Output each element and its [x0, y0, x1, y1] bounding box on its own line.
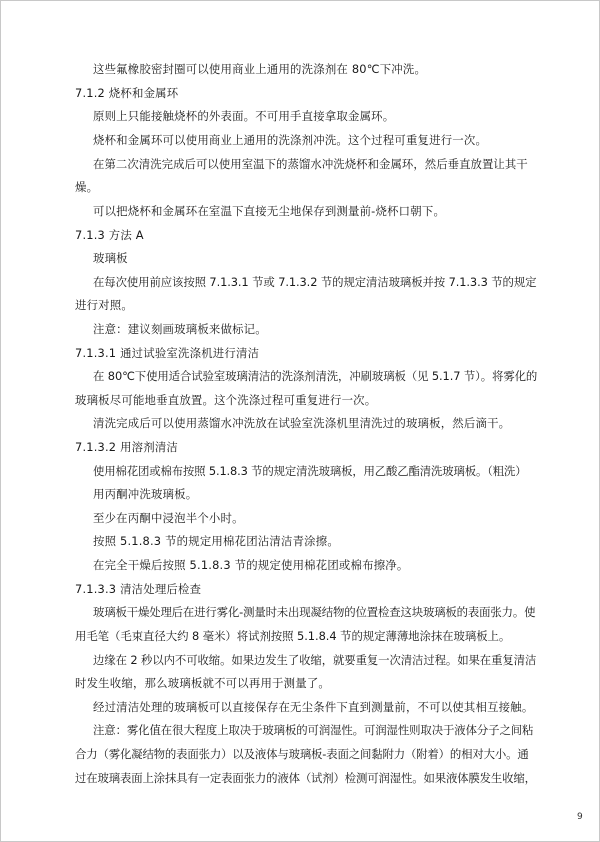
text-line: 边缘在 2 秒以内不可收缩。如果边发生了收缩，就要重复一次清洁过程。如果在重复清洁	[93, 653, 537, 667]
text-line: 可以把烧杯和金属环在室温下直接无尘地保存到测量前-烧杯口朝下。	[93, 204, 446, 218]
text-line: 时发生收缩，那么玻璃板就不可以再用于测量了。	[75, 676, 330, 690]
section-heading: 7.1.3.1 通过试验室洗涤机进行清洁	[75, 346, 260, 360]
text-line: 至少在丙酮中浸泡半个小时。	[93, 511, 244, 525]
text-line: 经过清洁处理的玻璃板可以直接保存在无尘条件下直到测量前，不可以使其相互接触。	[93, 700, 534, 714]
text-line: 用毛笔（毛束直径大约 8 毫米）将试剂按照 5.1.8.4 节的规定薄薄地涂抹在玻璃板上。	[75, 629, 511, 643]
text-line: 这些氟橡胶密封圈可以使用商业上通用的洗涤剂在 80℃下冲洗。	[93, 62, 427, 76]
text-line: 玻璃板	[93, 251, 128, 265]
text-line: 使用棉花团或棉布按照 5.1.8.3 节的规定清洗玻璃板，用乙酸乙酯清洗玻璃板。（粗洗）	[93, 464, 527, 478]
section-heading: 7.1.3.2 用溶剂清洁	[75, 440, 179, 454]
page-number: 9	[577, 812, 583, 822]
text-line: 过在玻璃表面上涂抹具有一定表面张力的液体（试剂）检测可润湿性。如果液体膜发生收缩，	[75, 771, 536, 785]
text-line: 玻璃板干燥处理后在进行雾化-测量时未出现凝结物的位置检查这块玻璃板的表面张力。使	[93, 605, 536, 619]
text-line: 按照 5.1.8.3 节的规定用棉花团沾清洁青涂擦。	[93, 534, 339, 548]
text-line: 原则上只能接触烧杯的外表面。不可用手直接拿取金属环。	[93, 109, 395, 123]
note-line: 注意：雾化值在很大程度上取决于玻璃板的可润湿性。可润湿性则取决于液体分子之间粘	[93, 723, 534, 737]
note-line: 注意：建议刻画玻璃板来做标记。	[93, 322, 267, 336]
text-line: 在完全干燥后按照 5.1.8.3 节的规定使用棉花团或棉布擦净。	[93, 558, 409, 572]
text-line: 在每次使用前应该按照 7.1.3.1 节或 7.1.3.2 节的规定清洁玻璃板并按 7.1.3.3 节的规定	[93, 275, 537, 289]
text-line: 燥。	[75, 180, 99, 194]
text-line: 在 80℃下使用适合试验室玻璃清洁的洗涤剂清洗，冲刷玻璃板（见 5.1.7 节）。将雾化的	[93, 369, 538, 383]
text-line: 玻璃板尽可能地垂直放置。这个洗涤过程可重复进行一次。	[75, 393, 377, 407]
section-heading: 7.1.3 方法 A	[75, 228, 144, 242]
text-line: 用丙酮冲洗玻璃板。	[93, 487, 198, 501]
text-line: 在第二次清洗完成后可以使用室温下的蒸馏水冲洗烧杯和金属环，然后垂直放置让其干	[93, 157, 528, 171]
text-line: 进行对照。	[75, 298, 133, 312]
text-line: 烧杯和金属环可以使用商业上通用的洗涤剂冲洗。这个过程可重复进行一次。	[93, 133, 488, 147]
section-heading: 7.1.2 烧杯和金属环	[75, 86, 179, 100]
text-line: 合力（雾化凝结物的表面张力）以及液体与玻璃板-表面之间黏附力（附着）的相对大小。通	[75, 747, 529, 761]
section-heading: 7.1.3.3 清洁处理后检查	[75, 582, 202, 596]
text-line: 清洗完成后可以使用蒸馏水冲洗放在试验室洗涤机里清洗过的玻璃板，然后滴干。	[93, 416, 511, 430]
